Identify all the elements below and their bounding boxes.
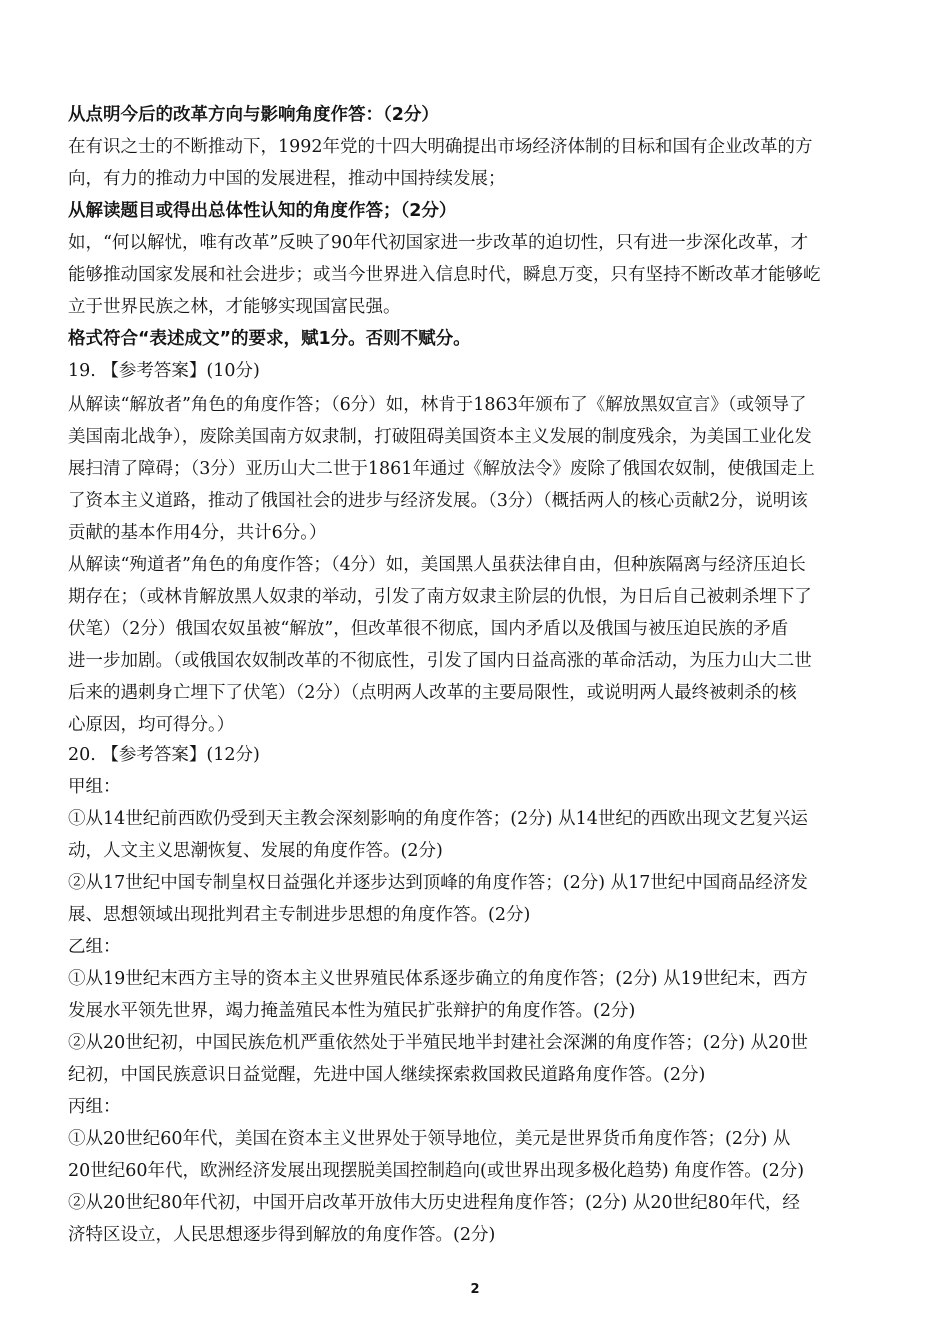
- q20-yi-line3: ②从20世纪初，中国民族危机严重依然处于半殖民地半封建社会深渊的角度作答；(2分) 从20世: [68, 1033, 808, 1053]
- q20-yi-line4: 纪初，中国民族意识日益觉醒，先进中国人继续探索救国救民道路角度作答。(2分): [68, 1065, 706, 1085]
- q20-jia-line4: 展、思想领域出现批判君主专制进步思想的角度作答。(2分): [68, 905, 531, 925]
- q20-jia-line2: 动，人文主义思潮恢复、发展的角度作答。(2分): [68, 841, 443, 861]
- q18-para2-line2: 能够推动国家发展和社会进步；或当今世界进入信息时代，瞬息万变，只有坚持不断改革才能够屹: [68, 265, 821, 285]
- q18-heading-direction: 从点明今后的改革方向与影响角度作答：（2分）: [68, 105, 439, 125]
- q18-format-note: 格式符合“表述成文”的要求，赋1分。否则不赋分。: [68, 329, 471, 349]
- q18-para1-line2: 向，有力的推动力中国的发展进程，推动中国持续发展；: [68, 169, 506, 189]
- q19-para1-line3: 展扫清了障碍；（3分）亚历山大二世于1861年通过《解放法令》废除了俄国农奴制，使俄国走上: [68, 459, 815, 479]
- q20-bing-line3: ②从20世纪80年代初，中国开启改革开放伟大历史进程角度作答；(2分) 从20世纪80年代，经: [68, 1193, 800, 1213]
- q18-para1-line1: 在有识之士的不断推动下，1992年党的十四大明确提出市场经济体制的目标和国有企业改革的方: [68, 137, 813, 157]
- q19-para1-line1: 从解读“解放者”角色的角度作答；（6分）如，林肯于1863年颁布了《解放黑奴宣言》（或领导了: [68, 395, 807, 415]
- q20-yi-line1: ①从19世纪末西方主导的资本主义世界殖民体系逐步确立的角度作答；(2分) 从19世纪末，西方: [68, 969, 808, 989]
- q20-group-bing-label: 丙组：: [68, 1097, 121, 1117]
- q18-para2-line3: 立于世界民族之林，才能够实现国富民强。: [68, 297, 401, 317]
- q20-bing-line2: 20世纪60年代，欧洲经济发展出现摆脱美国控制趋向(或世界出现多极化趋势) 角度作答。(2分): [68, 1161, 805, 1181]
- q20-bing-line4: 济特区设立，人民思想逐步得到解放的角度作答。(2分): [68, 1225, 496, 1245]
- q18-heading-overall: 从解读题目或得出总体性认知的角度作答；（2分）: [68, 201, 457, 221]
- q20-group-jia-label: 甲组：: [68, 777, 121, 797]
- page-number: 2: [470, 1282, 480, 1297]
- q19-para1-line5: 贡献的基本作用4分，共计6分。）: [68, 523, 327, 543]
- q19-para2-line2: 期存在；（或林肯解放黑人奴隶的举动，引发了南方奴隶主阶层的仇恨，为日后自己被刺杀埋下了: [68, 587, 812, 607]
- q19-para1-line4: 了资本主义道路，推动了俄国社会的进步与经济发展。（3分）（概括两人的核心贡献2分，说明该: [68, 491, 808, 511]
- q19-para2-line6: 心原因，均可得分。）: [68, 715, 235, 735]
- q20-title: 20. 【参考答案】(12分): [68, 745, 260, 765]
- q20-yi-line2: 发展水平领先世界，竭力掩盖殖民本性为殖民扩张辩护的角度作答。(2分): [68, 1001, 636, 1021]
- q19-para2-line3: 伏笔）（2分）俄国农奴虽被“解放”，但改革很不彻底，国内矛盾以及俄国与被压迫民族的矛盾: [68, 619, 789, 639]
- q20-group-yi-label: 乙组：: [68, 937, 121, 957]
- q19-title: 19. 【参考答案】(10分): [68, 361, 260, 381]
- q20-jia-line3: ②从17世纪中国专制皇权日益强化并逐步达到顶峰的角度作答；(2分) 从17世纪中国商品经济发: [68, 873, 808, 893]
- q19-para2-line1: 从解读“殉道者”角色的角度作答；（4分）如，美国黑人虽获法律自由，但种族隔离与经济压迫长: [68, 555, 806, 575]
- q20-jia-line1: ①从14世纪前西欧仍受到天主教会深刻影响的角度作答；(2分) 从14世纪的西欧出现文艺复兴运: [68, 809, 808, 829]
- q20-bing-line1: ①从20世纪60年代，美国在资本主义世界处于领导地位，美元是世界货币角度作答；(2分) 从: [68, 1129, 791, 1149]
- q19-para2-line4: 进一步加剧。（或俄国农奴制改革的不彻底性，引发了国内日益高涨的革命活动，为压力山大二世: [68, 651, 812, 671]
- q19-para2-line5: 后来的遇刺身亡埋下了伏笔）（2分）（点明两人改革的主要局限性，或说明两人最终被刺杀的核: [68, 683, 797, 703]
- q19-para1-line2: 美国南北战争），废除美国南方奴隶制，打破阻碍美国资本主义发展的制度残余，为美国工业化发: [68, 427, 812, 447]
- q18-para2-line1: 如，“何以解忧，唯有改革”反映了90年代初国家进一步改革的迫切性，只有进一步深化改革，才: [68, 233, 809, 253]
